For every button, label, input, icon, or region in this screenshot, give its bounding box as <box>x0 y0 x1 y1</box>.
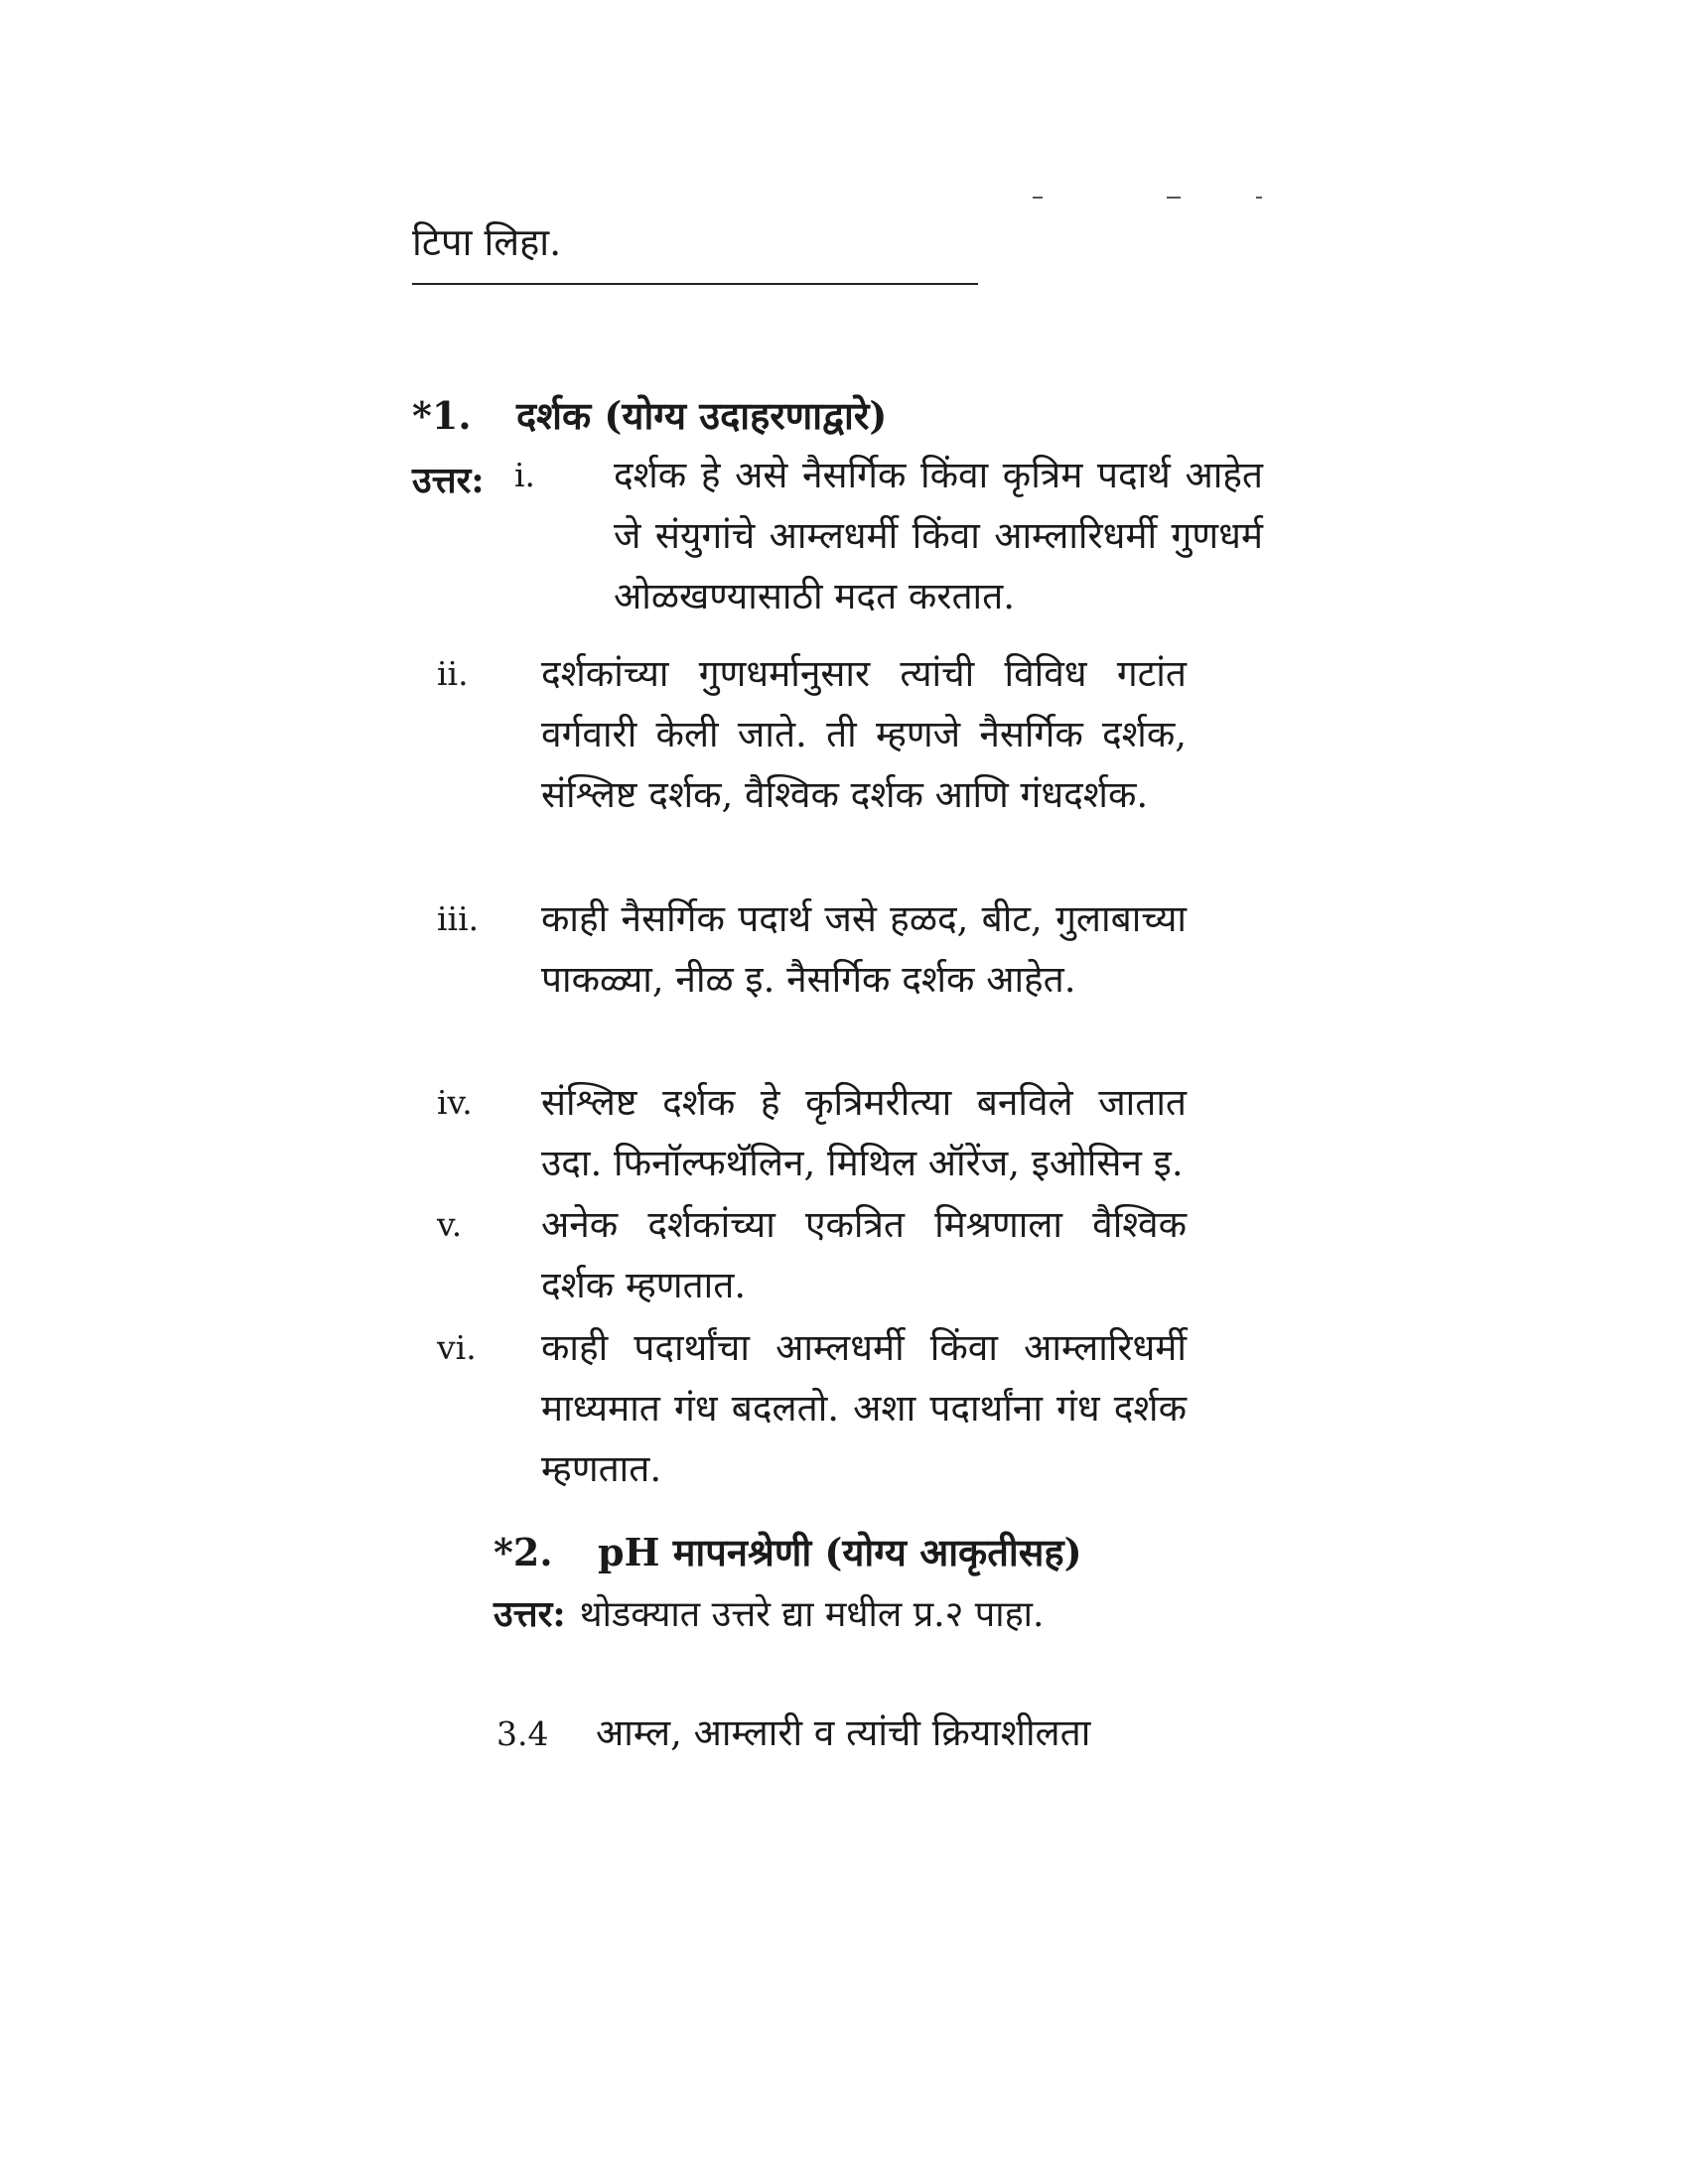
item-marker: iii. <box>437 899 480 938</box>
item-text: दर्शकांच्या गुणधर्मानुसार त्यांची विविध गटांत वर्गवारी केली जाते. ती म्हणजे नैसर्गिक दर्शक, संश्लिष्ट दर्शक, वैश्विक दर्शक आणि गंधदर्शक. <box>541 652 1187 816</box>
question-2-title <box>493 1526 1082 1577</box>
item-marker: vi. <box>437 1328 477 1367</box>
question-2-heading: pH मापनश्रेणी (योग्य आकृतीसह) <box>598 1530 1082 1574</box>
item-marker: iv. <box>437 1083 473 1122</box>
question-2-answer-text: थोडक्यात उत्तरे द्या मधील प्र.२ पाहा. <box>579 1594 1045 1635</box>
scan-mark <box>1167 197 1181 199</box>
question-2-answer <box>493 1588 1044 1637</box>
scan-mark <box>1033 197 1043 199</box>
question-2-number: *2. <box>493 1530 553 1574</box>
item-marker: ii. <box>437 654 469 693</box>
scan-mark <box>1256 197 1262 199</box>
item-text: काही नैसर्गिक पदार्थ जसे हळद, बीट, गुलाबाच्या पाकळ्या, नीळ इ. नैसर्गिक दर्शक आहेत. <box>541 897 1187 1001</box>
question-1-heading: दर्शक (योग्य उदाहरणाद्वारे) <box>516 393 888 438</box>
heading-underline <box>412 283 978 285</box>
item-text: संश्लिष्ट दर्शक हे कृत्रिमरीत्या बनविले जातात उदा. फिनॉल्फथॅलिन, मिथिल ऑरेंज, इओसिन इ. <box>541 1081 1187 1184</box>
section-3-4 <box>496 1706 1090 1756</box>
section-number: 3.4 <box>496 1714 549 1753</box>
question-2-answer-label: उत्तर: <box>493 1593 566 1635</box>
item-marker: i. <box>514 456 536 494</box>
page-heading: टिपा लिहा. <box>412 220 562 264</box>
item-text: काही पदार्थांचा आम्लधर्मी किंवा आम्लारिधर्मी माध्यमात गंध बदलतो. अशा पदार्थांना गंध दर्शक म्हणतात. <box>541 1326 1187 1490</box>
item-text: दर्शक हे असे नैसर्गिक किंवा कृत्रिम पदार्थ आहेत जे संयुगांचे आम्लधर्मी किंवा आम्लारिधर्मी गुणधर्म ओळखण्यासाठी मदत करतात. <box>614 454 1263 617</box>
item-marker: v. <box>437 1205 463 1244</box>
question-1-answer-label: उत्तर: <box>412 460 485 501</box>
section-title: आम्ल, आम्लारी व त्यांची क्रियाशीलता <box>596 1711 1091 1754</box>
question-1-title <box>412 389 887 441</box>
question-1-number: *1. <box>412 393 472 438</box>
item-text: अनेक दर्शकांच्या एकत्रित मिश्रणाला वैश्विक दर्शक म्हणतात. <box>541 1203 1187 1306</box>
